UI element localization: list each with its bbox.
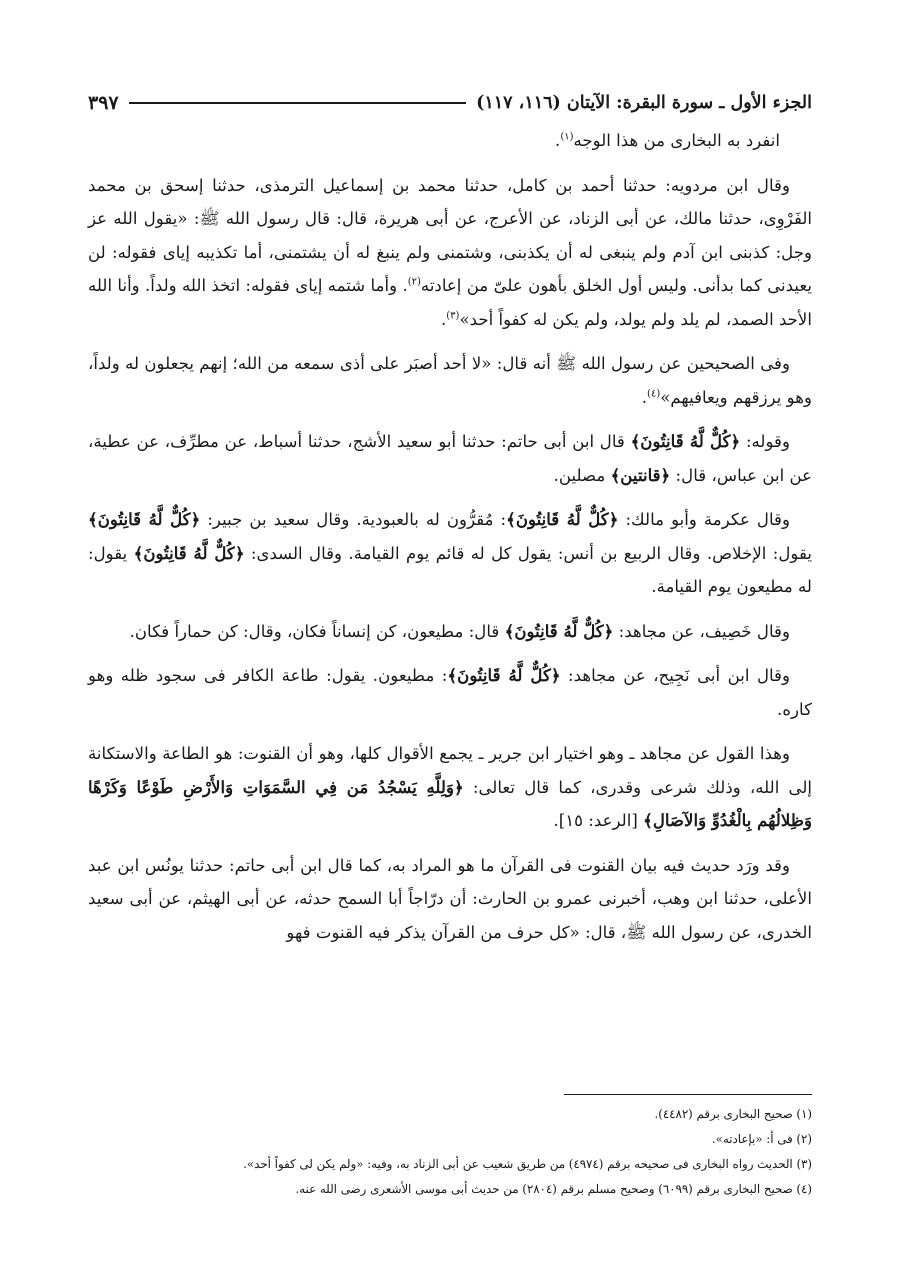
- text-run: انفرد به البخارى من هذا الوجه: [573, 131, 780, 150]
- paragraph: [88, 503, 812, 604]
- footnote: (٣) الحديث رواه البخارى فى صحيحه برقم (٤٩٧٤) من طريق شعيب عن أبى الزناد به، وفيه: «ولم يكن لى كفواً أحد».: [243, 1157, 812, 1171]
- paragraph: [88, 425, 812, 492]
- header-title: الجزء الأول ـ سورة البقرة: الآيتان (١١٦، ١١٧): [476, 93, 812, 113]
- quran-quote: ﴿كُلٌّ لَّهُ قَانِتُونَ﴾: [506, 509, 619, 529]
- footnote-marker: (٤): [647, 387, 661, 399]
- footnotes: [88, 1102, 812, 1202]
- footnote: (٤) صحيح البخارى برقم (٦٠٩٩) وصحيح مسلم برقم (٢٨٠٤) من حديث أبى موسى الأشعرى رضى الله عنه.: [295, 1182, 812, 1196]
- footnote-marker: (٣): [446, 309, 460, 321]
- paragraph: [88, 124, 812, 158]
- quran-quote: ﴿كُلٌّ لَّهُ قَانِتُونَ﴾: [88, 509, 201, 529]
- header-rule: [129, 102, 466, 104]
- text-run: يقول: الإخلاص. وقال الربيع بن أنس: يقول كل له قائم يوم القيامة. وقال السدى:: [244, 543, 812, 563]
- footnote-separator: [564, 1094, 812, 1095]
- text-run: مصلين.: [553, 465, 611, 485]
- footnote: (٢) فى أ: «بإعادته».: [711, 1132, 812, 1146]
- text-run: وقال ابن مردويه: حدثنا أحمد بن كامل، حدثنا محمد بن إسماعيل الترمذى، حدثنا إسحق بن محمد الفَرْوِى، حدثنا مالك، عن أبى الزناد، عن الأعرج، عن أبى هريرة، قال: قال رسول الله ﷺ: «يقول الله عز وجل: كذبنى ابن آدم ولم ينبغى له أن يكذبنى، وشتمنى ولم ينبغ له أن يشتمنى، أما تكذيبه إياى فقوله: لن يعيدنى كما بدأنى. وليس أول الخلق بأهون علىّ من إعادته: [88, 175, 812, 295]
- quran-quote: ﴿وَلِلَّهِ يَسْجُدُ مَن فِي السَّمَوَاتِ وَالأَرْضِ طَوْعًا وَكَرْهًا وَظِلالُهُم بِالْغُدُوِّ وَالآصَالِ﴾: [88, 776, 812, 830]
- text-run: وهذا القول عن مجاهد ـ وهو اختيار ابن جرير ـ يجمع الأقوال كلها، وهو أن القنوت: هو الطاعة والاستكانة إلى الله، وذلك شرعى وقدرى، كما قال تعالى:: [88, 744, 813, 797]
- paragraph: [88, 737, 812, 838]
- text-run: وقال عكرمة وأبو مالك:: [618, 510, 790, 529]
- paragraph: [88, 169, 812, 337]
- text-run: .: [440, 309, 447, 329]
- running-header: [88, 86, 812, 120]
- text-run: وفى الصحيحين عن رسول الله ﷺ أنه قال: «لا أحد أصبَر على أذى سمعه من الله؛ إنهم يجعلون له ولداً، وهو يرزقهم ويعافيهم»: [88, 354, 812, 407]
- paragraph: [88, 615, 812, 649]
- text-run: قال ابن أبى حاتم: حدثنا أبو سعيد الأشج، حدثنا أسباط، عن مطرِّف، عن عطية، عن ابن عباس، قال:: [88, 432, 812, 485]
- text-run: : مطيعون. يقول: طاعة الكافر فى سجود ظله وهو كاره.: [88, 666, 812, 719]
- quran-quote: ﴿كُلٌّ لَّهُ قَانِتُونَ﴾: [504, 620, 614, 641]
- quran-quote: ﴿كُلٌّ لَّهُ قَانِتُونَ﴾: [447, 665, 561, 685]
- text-run: .: [641, 387, 648, 407]
- text-run: وقال ابن أبى نَجِيح، عن مجاهد:: [560, 666, 791, 685]
- text-run: وقوله:: [740, 432, 791, 451]
- footnote-marker: (٢): [407, 276, 421, 288]
- paragraph: [88, 347, 812, 414]
- paragraph: [88, 849, 812, 950]
- text-run: : مُقرُّون له بالعبودية. وقال سعيد بن جبير:: [200, 510, 507, 529]
- quran-quote: ﴿كُلٌّ لَّهُ قَانِتُونَ﴾: [133, 542, 245, 563]
- paragraph: [88, 659, 812, 726]
- text-run: وقال خَصِيف، عن مجاهد:: [613, 621, 790, 641]
- footnote-marker: (١): [560, 131, 574, 143]
- text-run: قال: مطيعون، كن إنساناً فكان، وقال: كن حماراً فكان.: [129, 621, 505, 641]
- text-run: يقول: له مطيعون يوم القيامة.: [88, 543, 812, 596]
- quran-quote: ﴿قانتين﴾: [610, 464, 671, 485]
- page-number: ٣٩٧: [88, 92, 119, 114]
- main-text: [88, 124, 812, 960]
- text-run: [الرعد: ١٥].: [553, 811, 644, 830]
- text-run: . وأما شتمه إياى فقوله: اتخذ الله ولداً. وأنا الله الأحد الصمد، لم يلد ولم يولد، ولم يكن له كفواً أحد»: [88, 276, 812, 329]
- quran-quote: ﴿كُلٌّ لَّهُ قَانِتُونَ﴾: [630, 431, 741, 451]
- text-run: .: [555, 131, 561, 150]
- text-run: وقد ورَد حديث فيه بيان القنوت فى القرآن ما هو المراد به، كما قال ابن أبى حاتم: حدثنا يونُس ابن عبد الأعلى، حدثنا ابن وهب، أخبرنى عمرو بن الحارث: أن درّاجاً أبا السمح حدثه، عن أبى الهيثم، عن أبى سعيد الخدرى، عن رسول الله ﷺ، قال: «كل حرف من القرآن يذكر فيه القنوت فهو: [88, 855, 812, 942]
- footnote: (١) صحيح البخارى برقم (٤٤٨٢).: [654, 1107, 812, 1121]
